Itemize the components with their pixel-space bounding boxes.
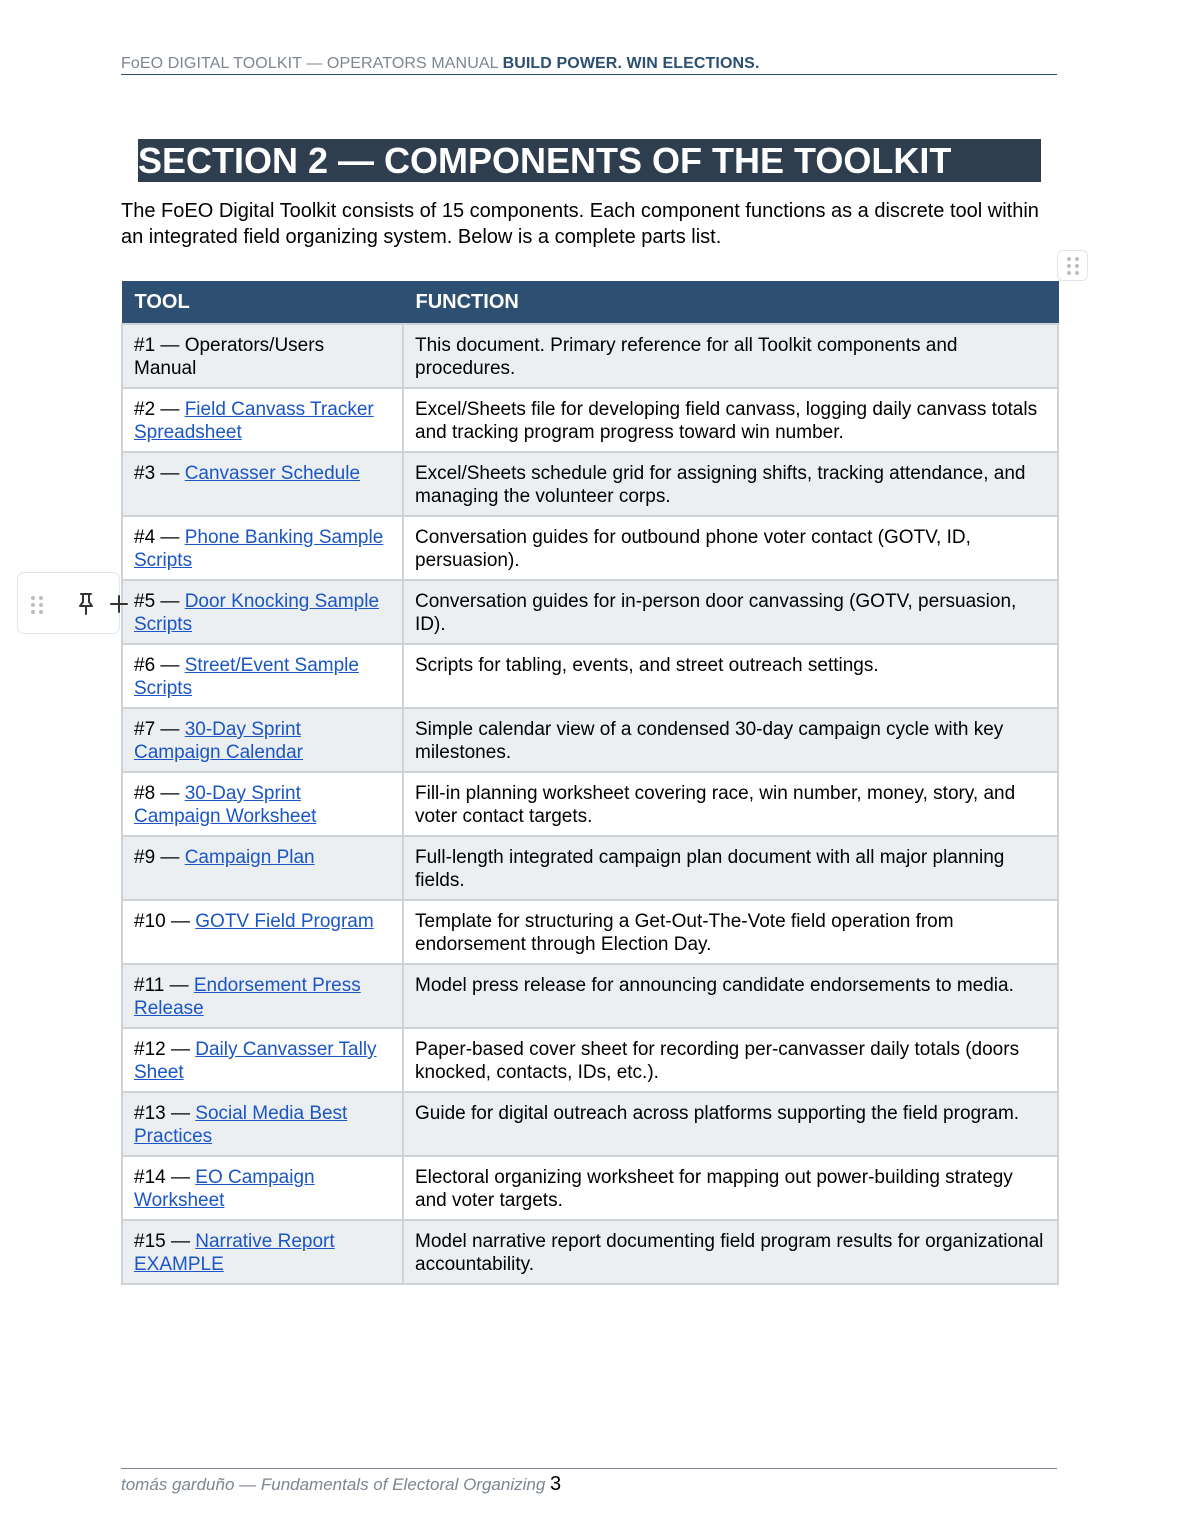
page-number: 3 (550, 1473, 562, 1495)
add-row-icon[interactable] (108, 592, 130, 616)
components-table (121, 281, 1059, 1285)
function-cell: Simple calendar view of a condensed 30-day campaign cycle with key milestones. (403, 708, 1058, 772)
column-header-tool: TOOL (122, 282, 403, 325)
tool-link[interactable]: Endorsement Press Release (134, 975, 361, 1019)
pin-icon[interactable] (76, 592, 96, 616)
function-cell: Electoral organizing worksheet for mapping out power-building strategy and voter targets. (403, 1156, 1058, 1220)
row-drag-icon[interactable] (31, 596, 43, 614)
header-title: FoEO DIGITAL TOOLKIT — OPERATORS MANUAL (121, 55, 499, 72)
tool-number: #13 — (134, 1103, 196, 1124)
tool-cell (122, 452, 403, 516)
tool-link[interactable]: Field Canvass Tracker Spreadsheet (134, 399, 374, 443)
footer-credit: tomás garduño — Fundamentals of Electoral Organizing (121, 1475, 546, 1494)
function-cell: Guide for digital outreach across platforms supporting the field program. (403, 1092, 1058, 1156)
tool-number: #9 — (134, 847, 185, 868)
tool-cell (122, 1028, 403, 1092)
tool-name: Operators/Users Manual (134, 335, 325, 379)
table-row (122, 516, 1058, 580)
header-tagline: BUILD POWER. WIN ELECTIONS. (502, 55, 760, 72)
page-footer (121, 1468, 1057, 1497)
tool-number: #11 — (134, 975, 194, 996)
table-row (122, 1220, 1058, 1284)
tool-link[interactable]: 30-Day Sprint Campaign Worksheet (134, 783, 317, 827)
table-row (122, 1156, 1058, 1220)
tool-link[interactable]: Phone Banking Sample Scripts (134, 527, 384, 571)
table-row (122, 452, 1058, 516)
tool-link[interactable]: 30-Day Sprint Campaign Calendar (134, 719, 303, 763)
tool-number: #8 — (134, 783, 185, 804)
table-row (122, 708, 1058, 772)
table-header-row (122, 282, 1058, 325)
table-row (122, 388, 1058, 452)
tool-cell (122, 644, 403, 708)
tool-link[interactable]: Door Knocking Sample Scripts (134, 591, 380, 635)
tool-cell (122, 1092, 403, 1156)
tool-number: #2 — (134, 399, 185, 420)
tool-link[interactable]: EO Campaign Worksheet (134, 1167, 315, 1211)
tool-link[interactable]: Street/Event Sample Scripts (134, 655, 359, 699)
tool-link[interactable]: Daily Canvasser Tally Sheet (134, 1039, 377, 1083)
table-row (122, 772, 1058, 836)
running-header (121, 54, 1057, 75)
tool-link[interactable]: Campaign Plan (184, 847, 315, 868)
table-drag-handle[interactable] (1057, 250, 1088, 281)
tool-cell (122, 1220, 403, 1284)
function-cell: Paper-based cover sheet for recording per-canvasser daily totals (doors knocked, contacts, IDs, etc.). (403, 1028, 1058, 1092)
tool-number: #10 — (134, 911, 196, 932)
function-cell: Scripts for tabling, events, and street outreach settings. (403, 644, 1058, 708)
column-header-function: FUNCTION (403, 282, 1058, 325)
table-row (122, 1028, 1058, 1092)
table-row (122, 836, 1058, 900)
tool-cell (122, 964, 403, 1028)
drag-handle-icon (1067, 257, 1079, 275)
row-toolbar (17, 572, 120, 634)
tool-cell (122, 708, 403, 772)
tool-cell (122, 516, 403, 580)
tool-number: #7 — (134, 719, 185, 740)
tool-cell (122, 580, 403, 644)
tool-cell (122, 836, 403, 900)
tool-cell (122, 324, 403, 388)
tool-cell (122, 1156, 403, 1220)
function-cell: Model press release for announcing candidate endorsements to media. (403, 964, 1058, 1028)
table-row (122, 900, 1058, 964)
function-cell: This document. Primary reference for all Toolkit components and procedures. (403, 324, 1058, 388)
tool-number: #4 — (134, 527, 185, 548)
tool-number: #5 — (134, 591, 185, 612)
function-cell: Excel/Sheets schedule grid for assigning shifts, tracking attendance, and managing the volunteer corps. (403, 452, 1058, 516)
table-row (122, 580, 1058, 644)
tool-link[interactable]: Canvasser Schedule (184, 463, 361, 484)
tool-number: #14 — (134, 1167, 196, 1188)
tool-cell (122, 900, 403, 964)
tool-number: #1 — (134, 335, 185, 356)
tool-link[interactable]: Social Media Best Practices (134, 1103, 348, 1147)
tool-number: #15 — (134, 1231, 196, 1252)
function-cell: Conversation guides for outbound phone voter contact (GOTV, ID, persuasion). (403, 516, 1058, 580)
tool-number: #12 — (134, 1039, 196, 1060)
function-cell: Full-length integrated campaign plan document with all major planning fields. (403, 836, 1058, 900)
table-row (122, 644, 1058, 708)
tool-cell (122, 772, 403, 836)
section-title: SECTION 2 — COMPONENTS OF THE TOOLKIT (138, 139, 1041, 182)
function-cell: Conversation guides for in-person door canvassing (GOTV, persuasion, ID). (403, 580, 1058, 644)
function-cell: Excel/Sheets file for developing field canvass, logging daily canvass totals and tracking program progress toward win number. (403, 388, 1058, 452)
function-cell: Model narrative report documenting field program results for organizational accountability. (403, 1220, 1058, 1284)
tool-number: #6 — (134, 655, 185, 676)
tool-link[interactable]: Narrative Report EXAMPLE (134, 1231, 335, 1275)
function-cell: Template for structuring a Get-Out-The-Vote field operation from endorsement through Election Day. (403, 900, 1058, 964)
tool-cell (122, 388, 403, 452)
function-cell: Fill-in planning worksheet covering race, win number, money, story, and voter contact targets. (403, 772, 1058, 836)
tool-link[interactable]: GOTV Field Program (195, 911, 374, 932)
table-row (122, 324, 1058, 388)
intro-paragraph: The FoEO Digital Toolkit consists of 15 components. Each component functions as a discrete tool within an integrated field organizing system. Below is a complete parts list. (121, 200, 1039, 248)
table-row (122, 964, 1058, 1028)
table-row (122, 1092, 1058, 1156)
tool-number: #3 — (134, 463, 185, 484)
